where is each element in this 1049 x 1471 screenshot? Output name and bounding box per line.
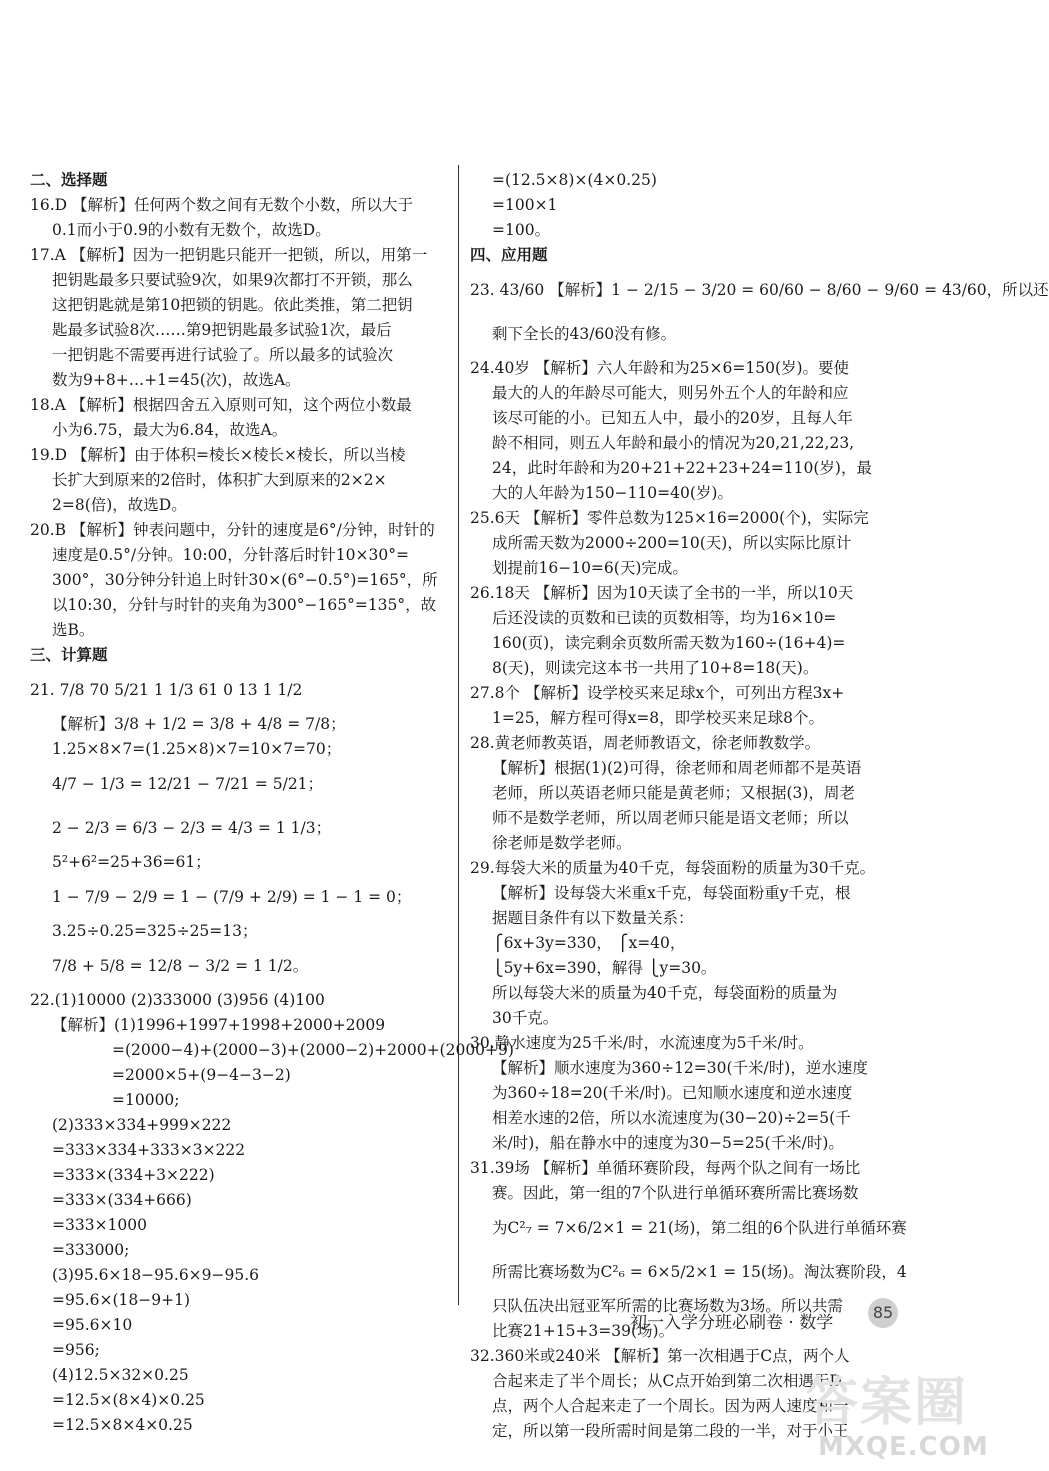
right-text-line: 剩下全长的43/60没有修。 — [492, 325, 677, 343]
right-text-line: 米/时)，船在静水中的速度为30−5=25(千米/时)。 — [492, 1134, 844, 1152]
right-text-line: 赛。因此，第一组的7个队进行单循环赛所需比赛场数 — [492, 1184, 859, 1202]
right-text-line: 160(页)，读完剩余页数所需天数为160÷(16+4)= — [492, 634, 846, 652]
right-text-line: 【解析】设每袋大米重x千克，每袋面粉重y千克，根 — [492, 884, 851, 902]
right-text-line: 【解析】顺水速度为360÷12=30(千米/时)，逆水速度 — [492, 1059, 868, 1077]
right-text-line: 划提前16−10=6(天)完成。 — [492, 559, 688, 577]
left-text-line: =333×(334+3×222) — [52, 1166, 215, 1184]
left-text-line: 1.25×8×7=(1.25×8)×7=10×7=70； — [52, 740, 342, 758]
left-text-line: =333×334+333×3×222 — [52, 1141, 246, 1159]
left-text-line: 这把钥匙就是第10把锁的钥匙。依此类推，第二把钥 — [52, 296, 413, 314]
left-text-line: 2 − 2/3 = 6/3 − 2/3 = 4/3 = 1 1/3； — [52, 819, 332, 837]
left-text-line: 7/8 + 5/8 = 12/8 − 3/2 = 1 1/2。 — [52, 957, 309, 975]
left-text-line: 速度是0.5°/分钟。10:00，分针落后时针10×30°= — [52, 546, 409, 564]
left-text-line: 数为9+8+…+1=45(次)，故选A。 — [52, 371, 301, 389]
left-text-line: (3)95.6×18−95.6×9−95.6 — [52, 1266, 260, 1284]
right-text-line: 所需比赛场数为C²₆ = 6×5/2×1 = 15(场)。淘汰赛阶段，4 — [492, 1263, 907, 1281]
left-text-line: =333×(334+666) — [52, 1191, 192, 1209]
right-text-line: 后还没读的页数和已读的页数相等，均为16×10= — [492, 609, 837, 627]
left-text-line: =12.5×(8×4)×0.25 — [52, 1391, 205, 1409]
left-text-line: 22.(1)10000 (2)333000 (3)956 (4)100 — [30, 991, 325, 1009]
right-text-line: 合起来走了半个周长；从C点开始到第二次相遇于D — [492, 1372, 842, 1390]
right-text-line: 23. 43/60 【解析】1 − 2/15 − 3/20 = 60/60 − 8/60 − 9/60 = 43/60，所以还 — [470, 281, 1049, 299]
left-text-line: 【解析】3/8 + 1/2 = 3/8 + 4/8 = 7/8； — [52, 715, 346, 733]
left-text-line: 长扩大到原来的2倍时，体积扩大到原来的2×2× — [52, 471, 387, 489]
left-text-line: (4)12.5×32×0.25 — [52, 1366, 189, 1384]
right-text-line: 24，此时年龄和为20+21+22+23+24=110(岁)，最 — [492, 459, 872, 477]
right-text-line: 定，所以第一段所需时间是第二段的一半，对于小王 — [492, 1422, 849, 1440]
right-text-line: 1=25，解方程可得x=8，即学校买来足球8个。 — [492, 709, 825, 727]
right-text-line: 为360÷18=20(千米/时)。已知顺水速度和逆水速度 — [492, 1084, 853, 1102]
left-text-line: 把钥匙最多只要试验9次，如果9次都打不开锁，那么 — [52, 271, 413, 289]
left-text-line: 18.A 【解析】根据四舍五入原则可知，这个两位小数最 — [30, 396, 412, 414]
right-text-line: 成所需天数为2000÷200=10(天)，所以实际比原计 — [492, 534, 852, 552]
left-text-line: =333×1000 — [52, 1216, 148, 1234]
right-text-line: 据题目条件有以下数量关系： — [492, 909, 694, 927]
right-text-line: 28.黄老师教英语，周老师教语文，徐老师教数学。 — [470, 734, 821, 752]
right-text-line: =(12.5×8)×(4×0.25) — [492, 171, 657, 189]
left-text-line: 小为6.75，最大为6.84，故选A。 — [52, 421, 288, 439]
right-text-line: 30千克。 — [492, 1009, 559, 1027]
right-column — [470, 168, 1049, 1444]
right-text-line: 25.6天 【解析】零件总数为125×16=2000(个)，实际完 — [470, 509, 869, 527]
right-text-line: 为C²₇ = 7×6/2×1 = 21(场)，第二组的6个队进行单循环赛 — [492, 1219, 907, 1237]
left-text-line: 2=8(倍)，故选D。 — [52, 496, 187, 514]
left-text-line: 三、计算题 — [30, 646, 108, 664]
right-text-line: 32.360米或240米 【解析】第一次相遇于C点，两个人 — [470, 1347, 850, 1365]
right-text-line: 老师，所以英语老师只能是黄老师；又根据(3)，周老 — [492, 784, 855, 802]
left-text-line: =333000; — [52, 1241, 130, 1259]
left-text-line: =95.6×(18−9+1) — [52, 1291, 191, 1309]
right-text-line: 27.8个 【解析】设学校买来足球x个，可列出方程3x+ — [470, 684, 845, 702]
left-text-line: =95.6×10 — [52, 1316, 133, 1334]
right-text-line: 30.静水速度为25千米/时，水流速度为5千米/时。 — [470, 1034, 814, 1052]
right-text-line: 【解析】根据(1)(2)可得，徐老师和周老师都不是英语 — [492, 759, 862, 777]
right-text-line: 四、应用题 — [470, 246, 548, 264]
left-text-line: 19.D 【解析】由于体积=棱长×棱长×棱长，所以当棱 — [30, 446, 406, 464]
right-text-line: 徐老师是数学老师。 — [492, 834, 632, 852]
book-footer-title: 初一入学分班必刷卷 · 数学 — [630, 1313, 834, 1333]
right-text-line: 该尽可能的小。已知五人中，最小的20岁，且每人年 — [492, 409, 853, 427]
left-text-line: =12.5×8×4×0.25 — [52, 1416, 193, 1434]
left-text-line: =(2000−4)+(2000−3)+(2000−2)+2000+(2000+9) — [112, 1041, 514, 1059]
left-text-line: =2000×5+(9−4−3−2) — [112, 1066, 291, 1084]
right-text-line: 31.39场 【解析】单循环赛阶段，每两个队之间有一场比 — [470, 1159, 861, 1177]
right-text-line: ⎧6x+3y=330， ⎧x=40， — [492, 934, 686, 952]
left-text-line: 选B。 — [52, 621, 95, 639]
right-text-line: 大的人年龄为150−110=40(岁)。 — [492, 484, 733, 502]
right-text-line: 29.每袋大米的质量为40千克，每袋面粉的质量为30千克。 — [470, 859, 876, 877]
left-text-line: (2)333×334+999×222 — [52, 1116, 232, 1134]
page-number-badge: 85 — [868, 1298, 898, 1328]
right-text-line: ⎩5y+6x=390，解得 ⎩y=30。 — [492, 959, 717, 977]
left-text-line: 20.B 【解析】钟表问题中，分针的速度是6°/分钟，时针的 — [30, 521, 435, 539]
right-text-line: 龄不相同，则五人年龄和最小的情况为20,21,22,23, — [492, 434, 855, 452]
left-text-line: 3.25÷0.25=325÷25=13； — [52, 922, 258, 940]
right-text-line: 8(天)，则读完这本书一共用了10+8=18(天)。 — [492, 659, 819, 677]
column-divider — [458, 165, 459, 1305]
left-text-line: 21. 7/8 70 5/21 1 1/3 61 0 13 1 1/2 — [30, 681, 303, 699]
left-text-line: 1 − 7/9 − 2/9 = 1 − (7/9 + 2/9) = 1 − 1 = 0； — [52, 888, 412, 906]
right-text-line: 比赛21+15+3=39(场)。 — [492, 1322, 675, 1340]
left-text-line: 【解析】(1)1996+1997+1998+2000+2009 — [52, 1016, 386, 1034]
right-text-line: 24.40岁 【解析】六人年龄和为25×6=150(岁)。要使 — [470, 359, 850, 377]
right-text-line: 相差水速的2倍，所以水流速度为(30−20)÷2=5(千 — [492, 1109, 851, 1127]
left-text-line: =10000; — [112, 1091, 180, 1109]
right-text-line: 26.18天 【解析】因为10天读了全书的一半，所以10天 — [470, 584, 854, 602]
left-text-line: 0.1而小于0.9的小数有无数个，故选D。 — [52, 221, 331, 239]
left-text-line: 17.A 【解析】因为一把钥匙只能开一把锁，所以，用第一 — [30, 246, 428, 264]
left-text-line: 5²+6²=25+36=61； — [52, 853, 211, 871]
left-text-line: =956; — [52, 1341, 100, 1359]
left-text-line: 4/7 − 1/3 = 12/21 − 7/21 = 5/21； — [52, 775, 324, 793]
right-text-line: =100×1 — [492, 196, 558, 214]
right-text-line: 所以每袋大米的质量为40千克，每袋面粉的质量为 — [492, 984, 838, 1002]
right-text-line: =100。 — [492, 221, 551, 239]
right-text-line: 最大的人的年龄尽可能大，则另外五个人的年龄和应 — [492, 384, 849, 402]
watermark-url: MXQE.COM — [818, 1432, 989, 1462]
left-text-line: 16.D 【解析】任何两个数之间有无数个小数，所以大于 — [30, 196, 414, 214]
watermark-logo: 答案圈 — [806, 1373, 969, 1433]
left-text-line: 匙最多试验8次……第9把钥匙最多试验1次，最后 — [52, 321, 392, 339]
right-text-line: 点，两个人合起来走了一个周长。因为两人速度和一 — [492, 1397, 849, 1415]
left-text-line: 300°，30分钟分针追上时针30×(6°−0.5°)=165°，所 — [52, 571, 438, 589]
left-text-line: 以10:30，分针与时针的夹角为300°−165°=135°，故 — [52, 596, 437, 614]
left-text-line: 二、选择题 — [30, 171, 108, 189]
right-text-line: 师不是数学老师，所以周老师只能是语文老师；所以 — [492, 809, 849, 827]
left-text-line: 一把钥匙不需要再进行试验了。所以最多的试验次 — [52, 346, 394, 364]
right-text-line: 只队伍决出冠亚军所需的比赛场数为3场。所以共需 — [492, 1297, 843, 1315]
